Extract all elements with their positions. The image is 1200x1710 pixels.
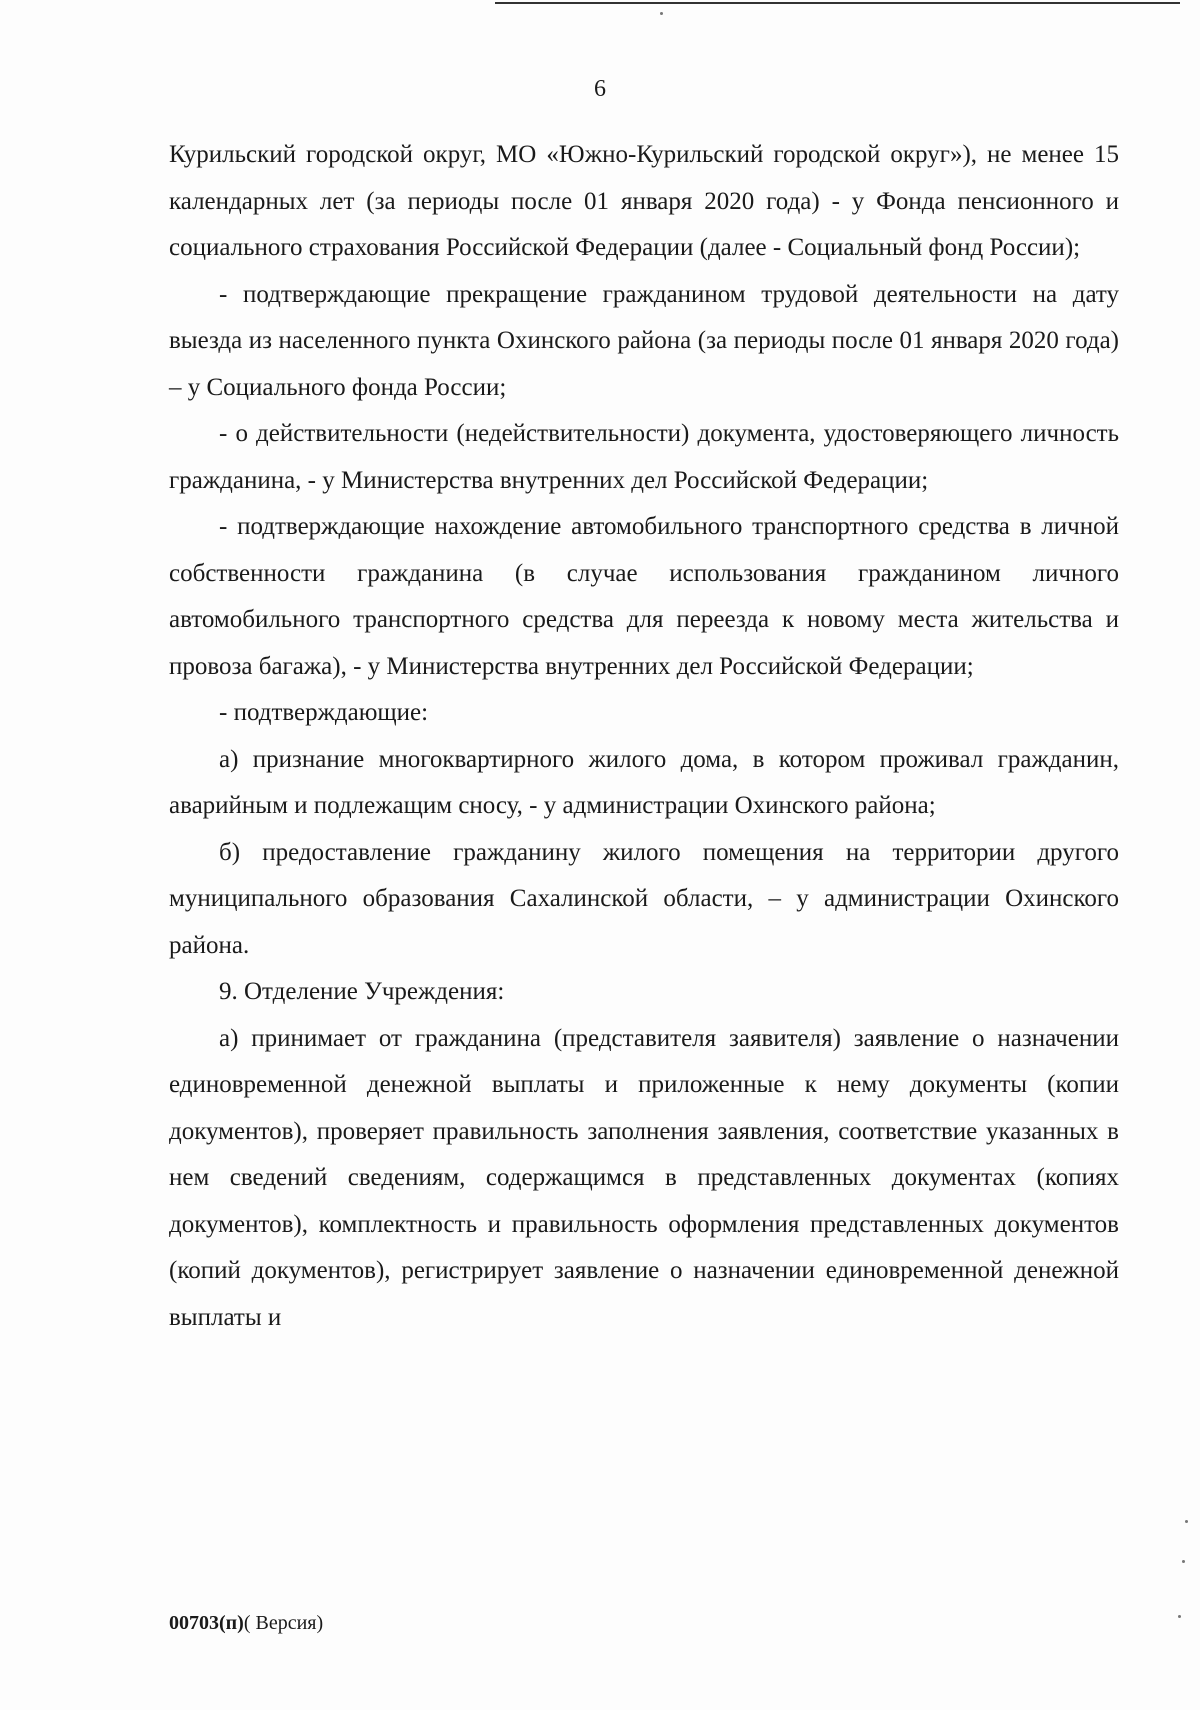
paragraph: Курильский городской округ, МО «Южно-Курильский городской округ»), не менее 15 календарных лет (за периоды после 01 января 2020 года) - у Фонда пенсионного и социального страхования Российской Федерации (далее - Социальный фонд России);: [169, 141, 1119, 261]
paragraph: а) признание многоквартирного жилого дома, в котором проживал гражданин, аварийным и подлежащим сносу, - у администрации Охинского района;: [169, 745, 1119, 819]
document-version: ( Версия): [243, 1612, 324, 1634]
paragraph: б) предоставление гражданину жилого помещения на территории другого муниципального образования Сахалинской области, – у администрации Охинского района.: [169, 838, 1119, 959]
paragraph: - о действительности (недействительности) документа, удостоверяющего личность гражданина, - у Министерства внутренних дел Российской Федерации;: [169, 420, 1119, 494]
scan-artifact-dot: [1185, 1520, 1188, 1523]
paragraph: - подтверждающие:: [219, 699, 429, 726]
top-scan-rule: [495, 2, 1180, 4]
paragraph: а) принимает от гражданина (представителя заявителя) заявление о назначении единовременной денежной выплаты и приложенные к нему документы (копии документов), проверяет правильность заполнения заявления, соответствие указанных в нем сведений сведениям, содержащимся в представленных документах (копиях документов), комплектность и правильность оформления представленных документов (копий документов), регистрирует заявление о назначении единовременной денежной выплаты и: [169, 1024, 1119, 1331]
scan-artifact-dot: [660, 12, 663, 15]
scan-artifact-dot: [1182, 1560, 1185, 1563]
scan-artifact-dot: [1178, 1615, 1181, 1618]
document-footer: [169, 1610, 323, 1636]
page-number: 6: [594, 76, 606, 102]
paragraph: 9. Отделение Учреждения:: [219, 978, 505, 1005]
paragraph: - подтверждающие нахождение автомобильного транспортного средства в личной собственности гражданина (в случае использования гражданином личного автомобильного транспортного средства для переезда к новому места жительства и провоза багажа), - у Министерства внутренних дел Российской Федерации;: [169, 513, 1119, 680]
document-body: [169, 132, 1119, 1341]
paragraph: - подтверждающие прекращение гражданином трудовой деятельности на дату выезда из населенного пункта Охинского района (за периоды после 01 января 2020 года) – у Социального фонда России;: [169, 280, 1119, 401]
document-code: 00703(п): [169, 1612, 244, 1634]
